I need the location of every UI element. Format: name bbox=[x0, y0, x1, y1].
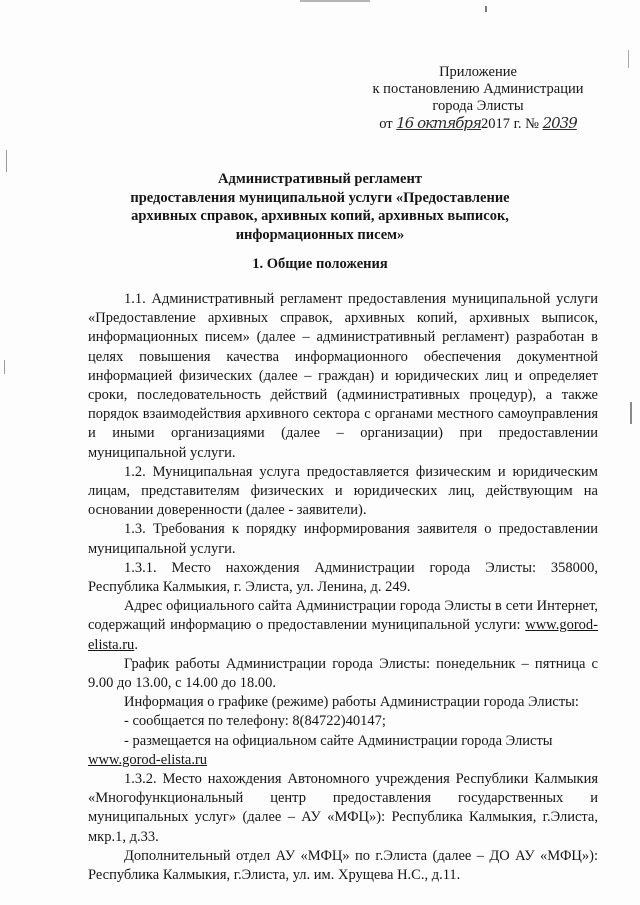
website-text: Адрес официального сайта Администрации города Элисты в сети Интернет, содержащий информацию о предоставлении муниципальной услуги: bbox=[88, 598, 598, 634]
paragraph-1-3-1: 1.3.1. Место нахождения Администрации города Элисты: 358000, Республика Калмыкия, г. Элиста, ул. Ленина, д. 249. bbox=[88, 559, 598, 596]
paragraph-phone: - сообщается по телефону: 8(84722)40147; bbox=[124, 713, 386, 730]
approval-date-line bbox=[358, 115, 598, 133]
approval-stamp bbox=[358, 64, 598, 133]
paragraph-schedule-info: Информация о графике (режиме) работы Администрации города Элисты: bbox=[124, 694, 579, 711]
approval-line-1: Приложение bbox=[439, 64, 517, 80]
website-link[interactable]: www.gorod-elista.ru bbox=[88, 617, 598, 653]
scan-artifact-top-right bbox=[485, 6, 487, 12]
title-line-2: предоставления муниципальной услуги «Предоставление bbox=[130, 189, 510, 206]
title-line-3: архивных справок, архивных копий, архивных выписок, bbox=[131, 208, 509, 224]
approval-line-3: города Элисты bbox=[432, 98, 524, 114]
title-line-1: Административный регламент bbox=[218, 171, 422, 187]
handwritten-number: 2039 bbox=[542, 114, 577, 132]
title-line-4: информационных писем» bbox=[235, 226, 405, 243]
scan-artifact-right-2 bbox=[630, 402, 632, 424]
document-body bbox=[88, 290, 598, 885]
scan-artifact-top bbox=[300, 0, 370, 2]
scan-artifact-right bbox=[628, 50, 629, 68]
site-link[interactable]: www.gorod-elista.ru bbox=[88, 751, 208, 768]
section-heading: 1. Общие положения bbox=[252, 256, 388, 272]
approval-line-2: к постановлению Администрации bbox=[372, 81, 584, 97]
paragraph-1-1: 1.1. Административный регламент предоставления муниципальной услуги «Предоставление архивных справок, архивных копий, архивных выписок, информационных писем» (далее – административный регламент) разработан в целях повышения качества информационного обеспечения документной информацией физических (далее – граждан) и юридических лиц и определяет сроки, последовательность действий (административных процедур), а также порядок взаимодействия архивного сектора с органами местного самоуправления и иными организациями (далее – организации) при предоставлении муниципальной услуги. bbox=[88, 291, 598, 461]
scan-artifact-left bbox=[6, 150, 7, 172]
paragraph-1-2: 1.2. Муниципальная услуга предоставляется физическим и юридическим лицам, представителям физических и юридических лиц, действующим на основании доверенности (далее - заявители). bbox=[88, 463, 598, 519]
handwritten-date: 16 октября bbox=[396, 114, 481, 132]
paragraph-site: - размещается на официальном сайте Администрации города Элисты bbox=[124, 732, 553, 749]
scan-artifact-left-2 bbox=[4, 360, 5, 374]
website-end: . bbox=[134, 636, 138, 653]
approval-year: 2017 г. № bbox=[480, 116, 539, 132]
date-prefix: от bbox=[379, 116, 393, 132]
paragraph-site-link-line bbox=[88, 751, 598, 770]
document-title bbox=[100, 170, 540, 244]
paragraph-website bbox=[88, 597, 598, 655]
paragraph-schedule: График работы Администрации города Элисты: понедельник – пятница с 9.00 до 13.00, с 14.00 до 18.00. bbox=[88, 655, 598, 692]
paragraph-1-3: 1.3. Требования к порядку информирования заявителя о предоставлении муниципальной услуги. bbox=[88, 521, 598, 557]
paragraph-1-3-2: 1.3.2. Место нахождения Автономного учреждения Республики Калмыкия «Многофункциональный центр предоставления государственных и муниципальных услуг» (далее – АУ «МФЦ»): Республика Калмыкия, г.Элиста, мкр.1, д.33. bbox=[88, 771, 598, 845]
paragraph-do-mfc: Дополнительный отдел АУ «МФЦ» по г.Элиста (далее – ДО АУ «МФЦ»): Республика Калмыкия, г.Элиста, ул. им. Хрущева Н.С., д.11. bbox=[88, 847, 598, 884]
